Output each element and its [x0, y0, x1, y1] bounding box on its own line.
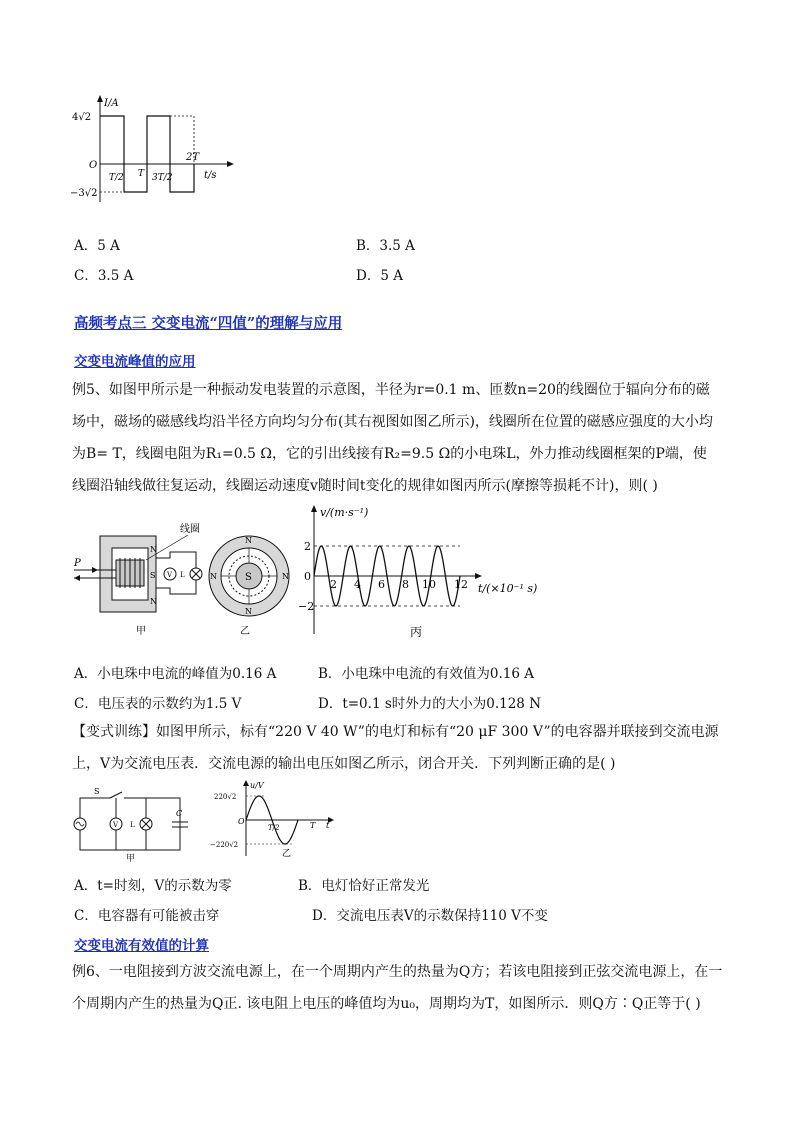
vel-y-label: v/(m·s⁻¹)	[320, 506, 369, 519]
n-top-label: N	[150, 545, 157, 554]
option-a: A．5 A	[74, 238, 120, 254]
ex5-option-d: D．t=0.1 s时外力的大小为0.128 N	[318, 696, 542, 712]
fig-yi-label: 乙	[240, 626, 250, 636]
variant-half: T/2	[268, 824, 280, 832]
ex5-option-a: A．小电珠中电流的峰值为0.16 A	[74, 666, 277, 682]
vel-bottom: −2	[298, 600, 315, 613]
variant-voltage-graph	[206, 778, 336, 858]
switch-label: S	[94, 787, 100, 796]
variant-fig-yi: 乙	[282, 849, 292, 858]
ex5-line2: 场中，磁场的磁感线均沿半径方向均匀分布(其右视图如图乙所示)，线圈所在位置的磁感应强度的大小均	[72, 414, 713, 430]
current-x-label: t/s	[204, 170, 217, 181]
fig-jia-label: 甲	[136, 626, 146, 637]
variant-line2: 上，V为交流电压表．交流电源的输出电压如图乙所示，闭合开关．下列判断正确的是( )	[72, 756, 616, 772]
current-tick-2T: 2T	[186, 152, 200, 163]
variant-v-label: V	[113, 821, 119, 829]
radial-field-figure	[206, 532, 296, 636]
option-c: C．3.5 A	[74, 268, 134, 284]
vel-top: 2	[304, 540, 311, 553]
vel-tick-6: 6	[378, 578, 385, 591]
variant-t: t	[326, 821, 330, 830]
current-tick-3half: 3T/2	[152, 173, 173, 183]
section-heading: 高频考点三 交变电流“四值”的理解与应用	[74, 315, 343, 332]
vel-tick-10: 10	[422, 578, 436, 591]
option-d: D．5 A	[356, 268, 403, 284]
variant-T: T	[310, 821, 316, 830]
current-top-label: 4√2	[72, 112, 92, 123]
variant-circuit	[70, 784, 190, 862]
ex6-line1: 例6、一电阻接到方波交流电源上，在一个周期内产生的热量为Q方；若该电阻接到正弦交流电源上，在一	[72, 964, 723, 980]
vel-tick-2: 2	[330, 578, 337, 591]
radial-s-label: S	[245, 572, 252, 583]
radial-n-right: N	[282, 572, 289, 581]
subheading-effective: 交变电流有效值的计算	[74, 938, 209, 954]
vel-origin: 0	[304, 570, 311, 583]
current-tick-T: T	[138, 169, 145, 179]
current-graph	[70, 92, 240, 210]
ex5-line1: 例5、如图甲所示是一种振动发电装置的示意图，半径为r=0.1 m、匝数n=20的线圈位于辐向分布的磁	[72, 382, 710, 398]
option-b: B．3.5 A	[356, 238, 415, 254]
v-meter-label: V	[167, 571, 173, 579]
variant-origin: O	[238, 817, 245, 826]
subheading-peak: 交变电流峰值的应用	[74, 354, 196, 370]
ex5-line3: 为B= T，线圈电阻为R₁=0.5 Ω，它的引出线接有R₂=9.5 Ω的小电珠L，外力推动线圈框架的P端，使	[72, 446, 707, 462]
variant-line1: 【变式训练】如图甲所示，标有“220 V 40 W”的电灯和标有“20 μF 300 V”的电容器并联接到交流电源	[72, 724, 719, 740]
radial-n-left: N	[210, 572, 217, 581]
current-origin: O	[89, 160, 98, 171]
vel-tick-12: 12	[454, 578, 468, 591]
variant-option-d: D．交流电压表V的示数保持110 V不变	[312, 908, 548, 924]
current-y-label: I/A	[104, 98, 119, 109]
radial-n-top: N	[245, 536, 252, 545]
ex5-option-b: B．小电珠中电流的有效值为0.16 A	[318, 666, 535, 682]
variant-c-label: C	[176, 809, 183, 818]
ex5-option-c: C．电压表的示数约为1.5 V	[74, 696, 242, 712]
fig-bing-label: 丙	[410, 625, 423, 639]
generator-figure	[70, 518, 210, 640]
ex6-line2: 个周期内产生的热量为Q正. 该电阻上电压的峰值均为u₀，周期均为T，如图所示．则Q方∶Q正等于( )	[72, 996, 701, 1012]
s-label: S	[150, 571, 156, 580]
p-label: P	[74, 558, 81, 569]
n-bottom-label: N	[150, 597, 157, 606]
variant-l-label: L	[130, 821, 135, 829]
variant-fig-jia: 甲	[126, 854, 136, 862]
ex5-line4: 线圈沿轴线做往复运动，线圈运动速度v随时间t变化的规律如图丙所示(摩擦等损耗不计)，则( )	[72, 478, 658, 494]
lamp-label: L	[180, 571, 185, 579]
vel-tick-4: 4	[354, 578, 361, 591]
velocity-graph	[296, 502, 542, 642]
variant-option-a: A．t=时刻，V的示数为零	[74, 878, 232, 894]
variant-option-b: B．电灯恰好正常发光	[298, 878, 430, 894]
vel-tick-8: 8	[402, 578, 409, 591]
radial-n-bottom: N	[245, 607, 252, 616]
vel-x-label: t/(×10⁻¹ s)	[478, 582, 538, 595]
coil-label: 线圈	[180, 524, 200, 535]
variant-u-label: u/V	[250, 781, 264, 790]
current-bottom-label: −3√2	[70, 188, 98, 199]
variant-top: 220√2	[214, 793, 237, 801]
variant-option-c: C．电容器有可能被击穿	[74, 908, 220, 924]
current-tick-half: T/2	[109, 173, 124, 183]
variant-bottom: −220√2	[210, 841, 239, 849]
